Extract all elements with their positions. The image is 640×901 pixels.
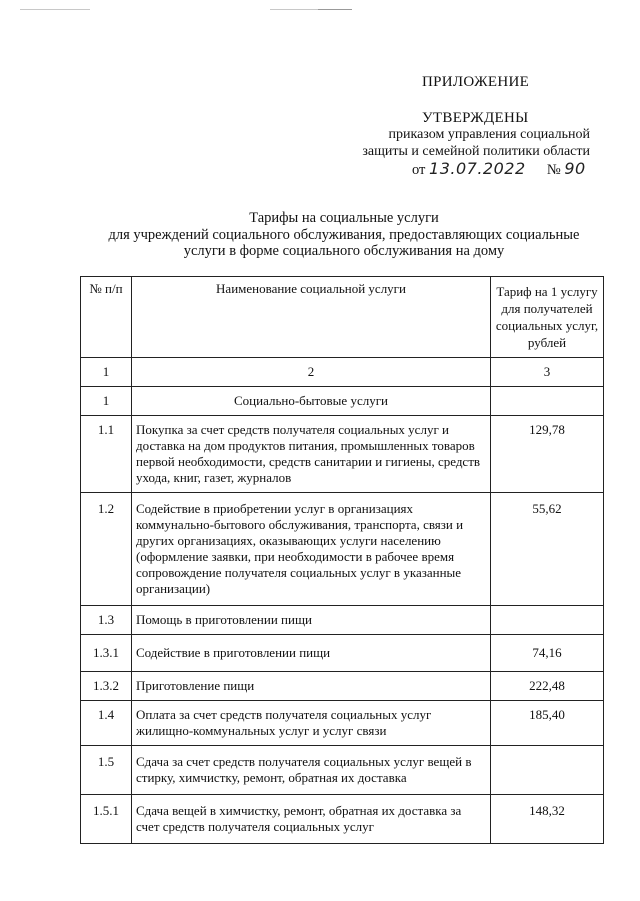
scan-artifact [20,9,90,10]
scan-artifact [318,9,352,10]
column-number-row [81,358,604,387]
header-num: № п/п [81,277,132,358]
header-price: Тариф на 1 услугу для получателей социальных услуг, рублей [491,277,604,358]
service-name: Помощь в приготовлении пищи [132,606,491,635]
approved-heading: УТВЕРЖДЕНЫ [422,110,529,126]
service-name: Содействие в приобретении услуг в организациях коммунально-бытового обслуживания, транспорта, связи и других организациях, оказывающих услуги населению (оформление заявки, при необходимости в рабочее время сопровождение получателя социальных услуг в указанные организации) [132,493,491,606]
table-row [81,606,604,635]
row-number: 1.5.1 [81,795,132,844]
header-name: Наименование социальной услуги [132,277,491,358]
table-row [81,493,604,606]
row-number: 1.5 [81,746,132,795]
service-price [491,606,604,635]
table-row [81,635,604,672]
table-row [81,746,604,795]
row-number: 1.2 [81,493,132,606]
table-row [81,795,604,844]
title-line2: для учреждений социального обслуживания, предоставляющих социальные [108,226,580,243]
order-number-handwritten: 90 [564,159,586,178]
row-number: 1 [81,387,132,416]
table-header-row [81,277,604,358]
document-title [60,210,628,260]
order-date-handwritten: 13.07.2022 [429,159,526,178]
service-name: Сдача за счет средств получателя социальных услуг вещей в стирку, химчистку, ремонт, обратная их доставка [132,746,491,795]
table-row [81,387,604,416]
order-date-number [412,159,586,179]
order-issuer-line1: приказом управления социальной [388,127,590,142]
service-price: 74,16 [491,635,604,672]
number-label: № [546,162,561,178]
service-price: 55,62 [491,493,604,606]
col-number: 1 [81,358,132,387]
appendix-heading: ПРИЛОЖЕНИЕ [422,74,530,90]
col-number: 3 [491,358,604,387]
order-issuer-line2: защиты и семейной политики области [362,144,590,159]
service-name: Приготовление пищи [132,672,491,701]
service-price: 148,32 [491,795,604,844]
service-name: Сдача вещей в химчистку, ремонт, обратная их доставка за счет средств получателя социальных услуг [132,795,491,844]
row-number: 1.3.1 [81,635,132,672]
order-issuer [362,126,590,160]
from-label: от [412,162,426,178]
row-number: 1.1 [81,416,132,493]
service-price [491,746,604,795]
service-name: Покупка за счет средств получателя социальных услуг и доставка на дом продуктов питания, промышленных товаров первой необходимости, средств санитарии и гигиены, средств ухода, книг, газет, журналов [132,416,491,493]
table-row [81,416,604,493]
title-line1: Тарифы на социальные услуги [249,210,439,226]
service-price: 222,48 [491,672,604,701]
table-row [81,672,604,701]
row-number: 1.4 [81,701,132,746]
title-line3: услуги в форме социального обслуживания на дому [183,243,505,259]
scan-artifact [270,9,320,10]
service-price: 129,78 [491,416,604,493]
service-name: Оплата за счет средств получателя социальных услуг жилищно-коммунальных услуг и услуг связи [132,701,491,746]
tariffs-table [80,276,604,844]
table-row [81,701,604,746]
service-name: Социально-бытовые услуги [132,387,491,416]
row-number: 1.3 [81,606,132,635]
table-body [81,387,604,844]
service-price [491,387,604,416]
row-number: 1.3.2 [81,672,132,701]
col-number: 2 [132,358,491,387]
service-name: Содействие в приготовлении пищи [132,635,491,672]
service-price: 185,40 [491,701,604,746]
